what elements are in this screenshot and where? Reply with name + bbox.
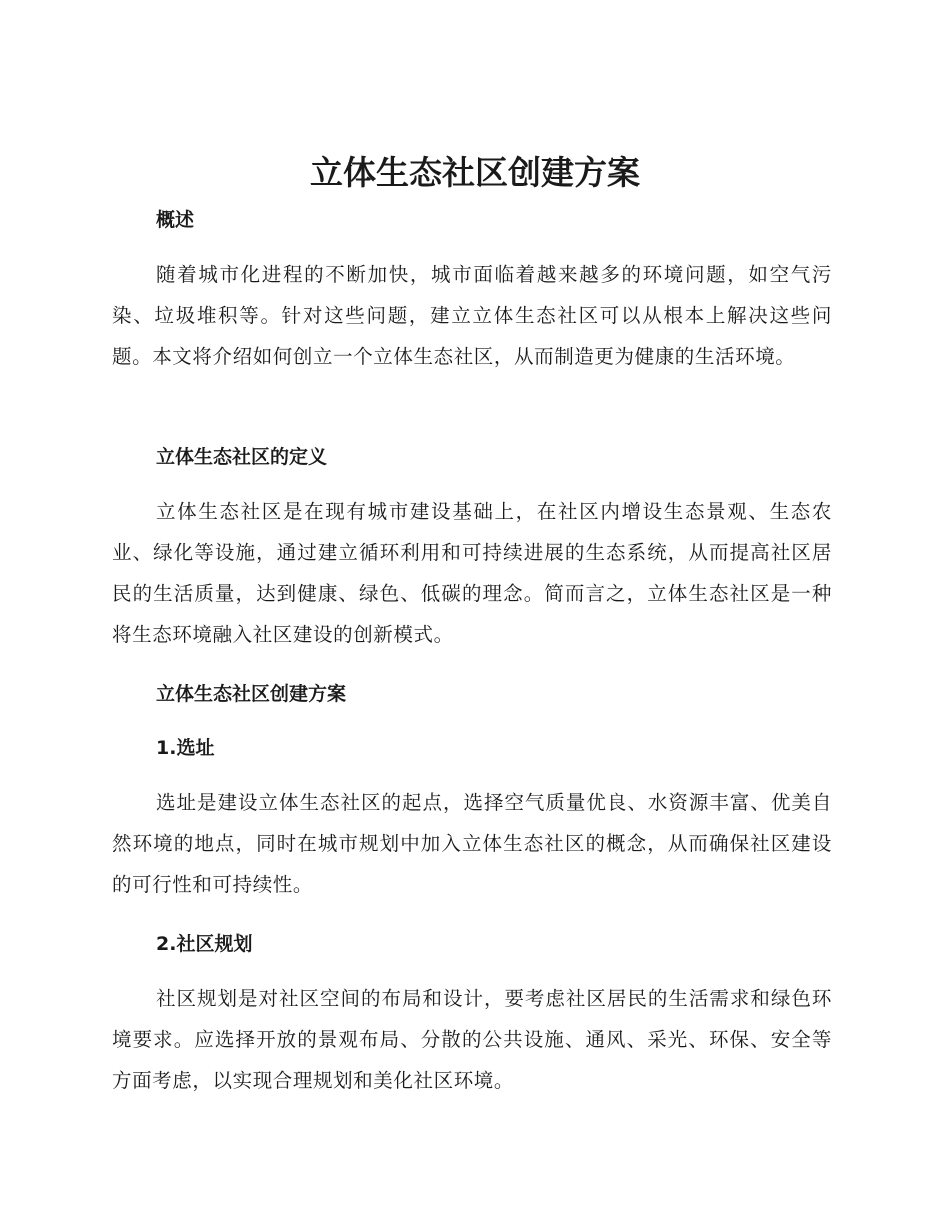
section-heading-site-selection: 1.选址 [156, 737, 215, 759]
section-heading-plan: 立体生态社区创建方案 [156, 683, 347, 705]
section-heading-overview: 概述 [156, 209, 195, 231]
section-heading-community-planning: 2.社区规划 [156, 933, 253, 955]
section-paragraph-overview: 随着城市化进程的不断加快，城市面临着越来越多的环境问题，如空气污染、垃圾堆积等。针对这些问题，建立立体生态社区可以从根本上解决这些问题。本文将介绍如何创立一个立体生态社区，从而制造更为健康的生活环境。 [112, 263, 832, 368]
document-title: 立体生态社区创建方案 [310, 153, 640, 192]
section-paragraph-site-selection: 选址是建设立体生态社区的起点，选择空气质量优良、水资源丰富、优美自然环境的地点，同时在城市规划中加入立体生态社区的概念，从而确保社区建设的可行性和可持续性。 [112, 791, 832, 896]
section-paragraph-definition: 立体生态社区是在现有城市建设基础上，在社区内增设生态景观、生态农业、绿化等设施，通过建立循环利用和可持续进展的生态系统，从而提高社区居民的生活质量，达到健康、绿色、低碳的理念。简而言之，立体生态社区是一种将生态环境融入社区建设的创新模式。 [112, 500, 832, 646]
section-heading-definition: 立体生态社区的定义 [156, 446, 328, 468]
section-paragraph-community-planning: 社区规划是对社区空间的布局和设计，要考虑社区居民的生活需求和绿色环境要求。应选择开放的景观布局、分散的公共设施、通风、采光、环保、安全等方面考虑，以实现合理规划和美化社区环境。 [112, 987, 832, 1092]
